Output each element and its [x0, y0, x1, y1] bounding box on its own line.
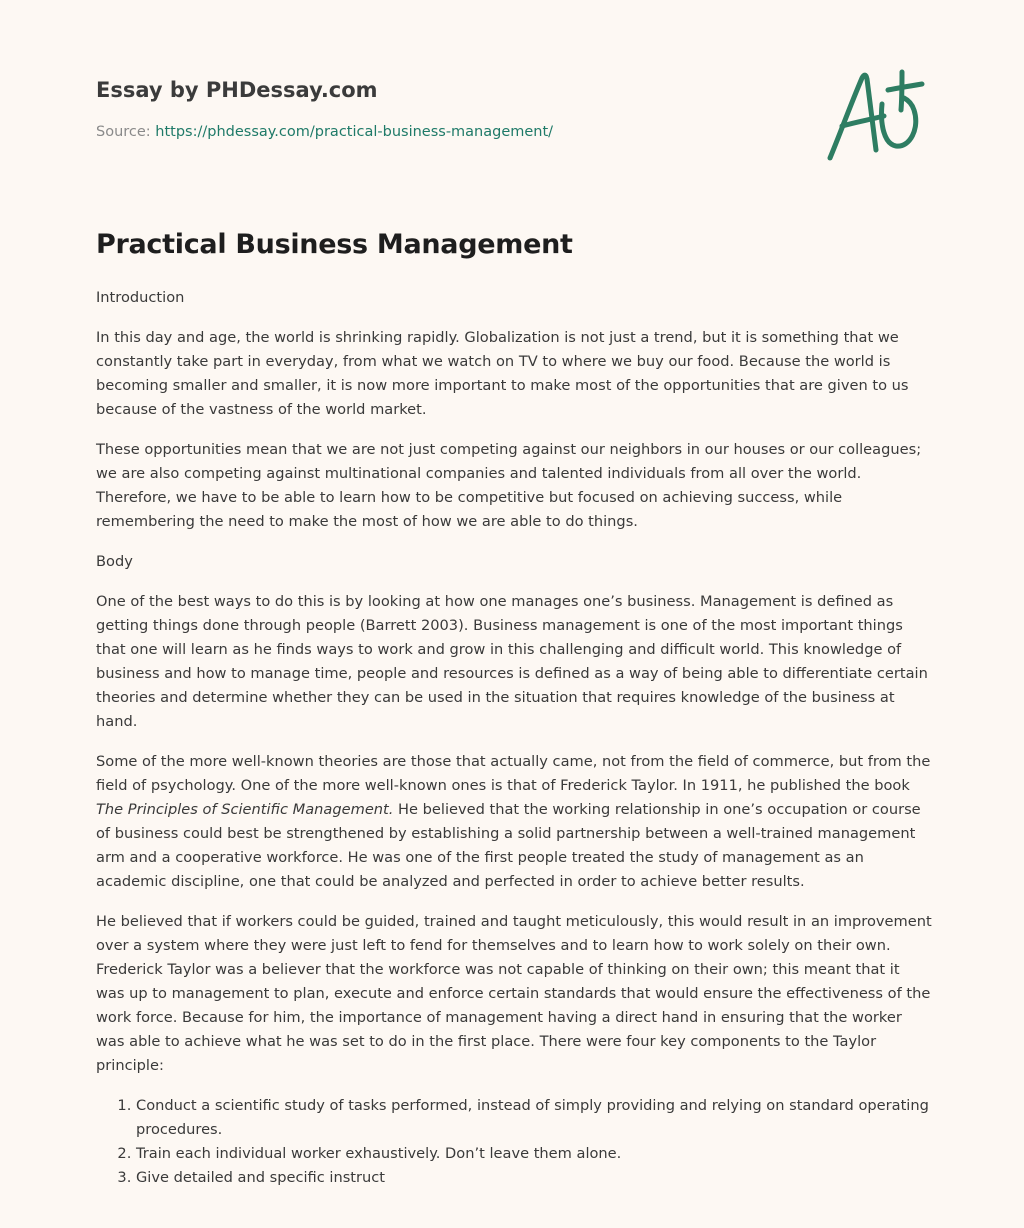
paragraph-5: He believed that if workers could be guided, trained and taught meticulously, this would result in an improvement over a system where they were just left to fend for themselves and to learn how to work solely on their own. Frederick Taylor was a believer that the workforce was not capable of thinking on their own; this meant that it was up to management to plan, execute and enforce certain standards that would ensure the effectiveness of the work force. Because for him, the importance of management having a direct hand in ensuring that the worker was able to achieve what he was set to do in the first place. There were four key components to the Taylor principle: — [96, 913, 932, 1074]
site-name: Essay by PHDessay.com — [96, 78, 378, 102]
list-item: 1. Conduct a scientific study of tasks performed, instead of simply providing and relying on standard operating procedures. — [136, 1094, 932, 1142]
book-title: The Principles of Scientific Management. — [96, 801, 394, 818]
paragraph-2: These opportunities mean that we are not just competing against our neighbors in our houses or our colleagues; we are also competing against multinational companies and talented individuals from all over the world. Therefore, we have to be able to learn how to be competitive but focused on achieving success, while remembering the need to make the most of how we are able to do things. — [96, 441, 922, 530]
paragraph-4-part-2: He believed that the working relationship in one’s occupation or course of business could best be strengthened by establishing a solid partnership between a well-trained management arm and a cooperative workforce. He was one of the first people treated the study of management as an academic discipline, one that could be analyzed and perfected in order to achieve better results. — [96, 801, 921, 890]
source-line — [96, 122, 796, 142]
source-link[interactable]: https://phdessay.com/practical-business-management/ — [155, 124, 554, 140]
paragraph-1: In this day and age, the world is shrinking rapidly. Globalization is not just a trend, but it is something that we constantly take part in everyday, from what we watch on TV to where we buy our food. Because the world is becoming smaller and smaller, it is now more important to make most of the opportunities that are given to us because of the vastness of the world market. — [96, 329, 909, 418]
paragraph-4-part-1: Some of the more well-known theories are those that actually came, not from the field of commerce, but from the field of psychology. One of the more well-known ones is that of Frederick Taylor. In 1911, he published the book — [96, 753, 931, 794]
article-title: Practical Business Management — [96, 229, 573, 260]
body-heading: Body — [96, 553, 133, 570]
paragraph-3: One of the best ways to do this is by looking at how one manages one’s business. Management is defined as getting things done through people (Barrett 2003). Business management is one of the most important things that one will learn as he finds ways to work and grow in this challenging and difficult world. This knowledge of business and how to manage time, people and resources is defined as a way of being able to differentiate certain theories and determine whether they can be used in the situation that requires knowledge of the business at hand. — [96, 593, 928, 730]
article — [96, 226, 932, 1190]
a-plus-logo-icon — [822, 66, 926, 166]
paragraph-4 — [96, 750, 932, 894]
intro-heading: Introduction — [96, 289, 185, 306]
taylor-principles-list — [96, 1094, 932, 1190]
page-header — [96, 76, 796, 142]
list-item: 2. Train each individual worker exhaustively. Don’t leave them alone. — [136, 1142, 932, 1166]
source-label: Source: — [96, 124, 156, 140]
list-item: 3. Give detailed and specific instruct — [136, 1166, 932, 1190]
